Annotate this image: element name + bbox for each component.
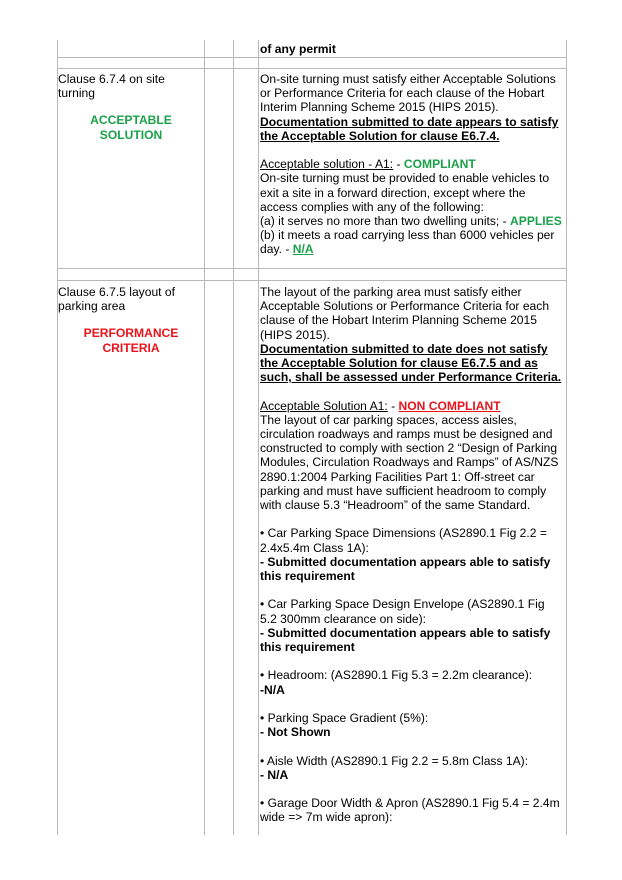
item-b-status: N/A [292, 242, 314, 257]
clause-674-intro: On-site turning must satisfy either Acceptable Solutions or Performance Criteria for each clause of the Hobart Interim Planning Scheme 2015 (HIPS 2015). [260, 72, 556, 115]
list-item: • Car Parking Space Dimensions (AS2890.1 Fig 2.2 = 2.4x5.4m Class 1A): [260, 526, 547, 555]
clause-674-title: Clause 6.7.4 on site turning [58, 72, 165, 101]
row-separator [57, 57, 567, 58]
clause-674-a1-text: On-site turning must be provided to enable vehicles to exit a site in a forward direction, except where the access complies with any of the following: [260, 171, 550, 214]
a1-status-compliant: COMPLIANT [403, 157, 476, 172]
clause-675-title: Clause 6.7.5 layout of parking area [58, 285, 175, 314]
list-item-result: - N/A [260, 767, 289, 782]
list-item: • Parking Space Gradient (5%): [260, 711, 429, 726]
clause-675-intro: The layout of the parking area must satisfy either Acceptable Solutions or Performance Criteria for each clause of the Hobart Interim Planning Scheme 2015 (HIPS 2015). [260, 285, 550, 342]
a1-label: Acceptable solution - A1: [260, 157, 394, 172]
row-separator [57, 68, 567, 69]
clause-675-status: PERFORMANCE CRITERIA [83, 326, 179, 355]
clause-674-finding: Documentation submitted to date appears to satisfy the Acceptable Solution for clause E6.7.4. [260, 114, 559, 143]
clause-675-details [260, 285, 563, 825]
clause-675-a1-text: The layout of car parking spaces, access aisles, circulation roadways and ramps must be designed and constructed to comply with section 2 “Design of Parking Modules, Circulation Roadways and Ramps” of AS/NZS 2890.1:2004 Parking Facilities Part 1: Off-street car parking and must have sufficient headroom to comply with clause 5.3 “Headroom” of the same Standard. [260, 412, 559, 513]
list-item: • Car Parking Space Design Envelope (AS2890.1 Fig 5.2 300mm clearance on side): [260, 597, 545, 626]
a1-label: Acceptable Solution A1: [260, 398, 388, 413]
list-item-result: - Not Shown [260, 725, 331, 740]
a1-separator: - [387, 398, 399, 413]
table-border-right [566, 40, 567, 835]
clause-674-a1-line [260, 157, 563, 171]
list-item-result: - Submitted documentation appears able to satisfy this requirement [260, 625, 551, 655]
clause-675-a1-line [260, 399, 563, 413]
item-b-text: (b) it meets a road carrying less than 6000 vehicles per day. - [260, 228, 555, 257]
row-separator [57, 280, 567, 281]
clause-674-status: ACCEPTABLE SOLUTION [90, 113, 172, 142]
table-col-divider-2 [233, 40, 234, 835]
clause-674-cell [58, 72, 203, 142]
list-item-result: -N/A [260, 682, 285, 697]
clause-675-cell [58, 285, 203, 355]
table-col-divider-1 [204, 40, 205, 835]
list-item: • Headroom: (AS2890.1 Fig 5.3 = 2.2m clearance): [260, 668, 533, 683]
table-border-left [57, 40, 58, 835]
item-a-text: (a) it serves no more than two dwelling units; - [260, 214, 511, 229]
a1-status-noncompliant: NON COMPLIANT [398, 398, 501, 413]
item-a-status: APPLIES [510, 214, 562, 229]
table-col-divider-3 [258, 40, 259, 835]
row-separator [57, 268, 567, 269]
list-item: • Aisle Width (AS2890.1 Fig 2.2 = 5.8m Class 1A): [260, 753, 529, 768]
clause-674-details [260, 72, 563, 257]
clause-675-finding: Documentation submitted to date does not satisfy the Acceptable Solution for clause E6.7.5 and as such, shall be assessed under Performance Criteria. [260, 341, 562, 385]
clause-674-item-b [260, 228, 563, 256]
list-item-result: - Submitted documentation appears able to satisfy this requirement [260, 554, 551, 584]
a1-separator: - [393, 157, 404, 172]
clause-674-item-a [260, 214, 563, 228]
top-row-text: of any permit [260, 42, 336, 56]
list-item: • Garage Door Width & Apron (AS2890.1 Fig 5.4 = 2.4m wide => 7m wide apron): [260, 796, 560, 825]
